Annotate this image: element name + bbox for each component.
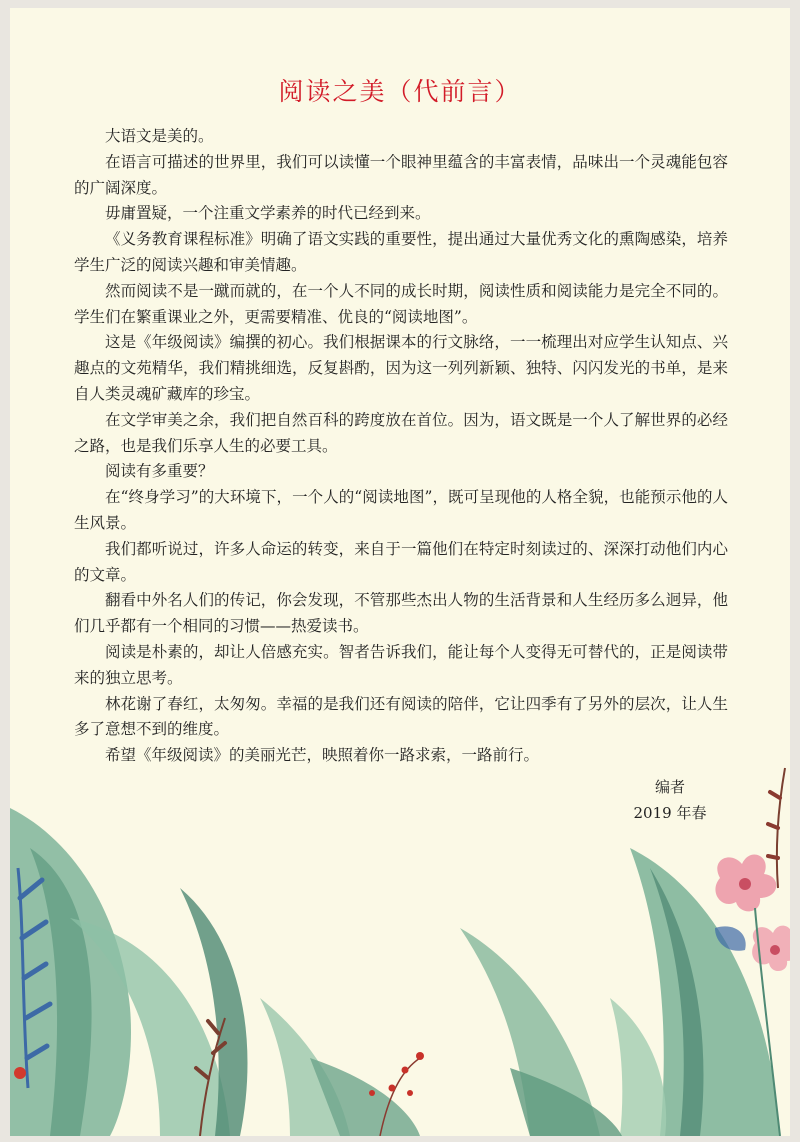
paragraph: 在语言可描述的世界里，我们可以读懂一个眼神里蕴含的丰富表情，品味出一个灵魂能包容的广阔深度。 <box>74 152 728 197</box>
berry-icon <box>402 1067 409 1074</box>
paragraph: 大语文是美的。 <box>105 127 214 145</box>
paragraph: 阅读有多重要？ <box>105 462 214 481</box>
paragraph: 阅读是朴素的，却让人倍感充实。智者告诉我们，能让每个人变得无可替代的，正是阅读带来的独立思考。 <box>74 642 728 687</box>
berry-icon <box>416 1052 424 1060</box>
document-page <box>10 8 790 1136</box>
paragraph: 翻看中外名人们的传记，你会发现，不管那些杰出人物的生活背景和人生经历多么迥异，他们几乎都有一个相同的习惯——热爱读书。 <box>74 591 728 636</box>
paragraph: 在文学审美之余，我们把自然百科的跨度放在首位。因为，语文既是一个人了解世界的必经之路，也是我们乐享人生的必要工具。 <box>74 410 728 455</box>
botanical-illustration <box>10 8 790 1136</box>
paragraph: 然而阅读不是一蹴而就的，在一个人不同的成长时期，阅读性质和阅读能力是完全不同的。学生们在繁重课业之外，更需要精准、优良的“阅读地图”。 <box>74 281 728 326</box>
paragraph: 我们都听说过，许多人命运的转变，来自于一篇他们在特定时刻读过的、深深打动他们内心的文章。 <box>74 539 728 584</box>
page-title: 阅读之美（代前言） <box>278 77 522 106</box>
signature-date: 2019 年春 <box>633 804 707 822</box>
paragraph: 《义务教育课程标准》明确了语文实践的重要性，提出通过大量优秀文化的熏陶感染，培养学生广泛的阅读兴趣和审美情趣。 <box>74 230 728 274</box>
berry-icon <box>14 1067 26 1079</box>
paragraph: 希望《年级阅读》的美丽光芒，映照着你一路求索，一路前行。 <box>105 746 540 765</box>
berry-icon <box>407 1090 413 1096</box>
paragraph: 毋庸置疑，一个注重文学素养的时代已经到来。 <box>105 204 431 223</box>
leaf-icon <box>610 998 666 1136</box>
signature-author: 编者 <box>654 778 685 796</box>
paragraph: 林花谢了春红，太匆匆。幸福的是我们还有阅读的陪伴，它让四季有了另外的层次，让人生多了意想不到的维度。 <box>74 694 728 739</box>
flower-icon <box>715 855 776 912</box>
paragraph: 在“终身学习”的大环境下，一个人的“阅读地图”，既可呈现他的人格全貌，也能预示他的人生风景。 <box>74 488 728 532</box>
berry-icon <box>389 1085 396 1092</box>
paragraph: 这是《年级阅读》编撰的初心。我们根据课本的行文脉络，一一梳理出对应学生认知点、兴趣点的文苑精华，我们精挑细选，反复斟酌，因为这一列列新颖、独特、闪闪发光的书单，是来自人类灵魂矿藏库的珍宝。 <box>74 333 728 403</box>
berry-icon <box>369 1090 375 1096</box>
